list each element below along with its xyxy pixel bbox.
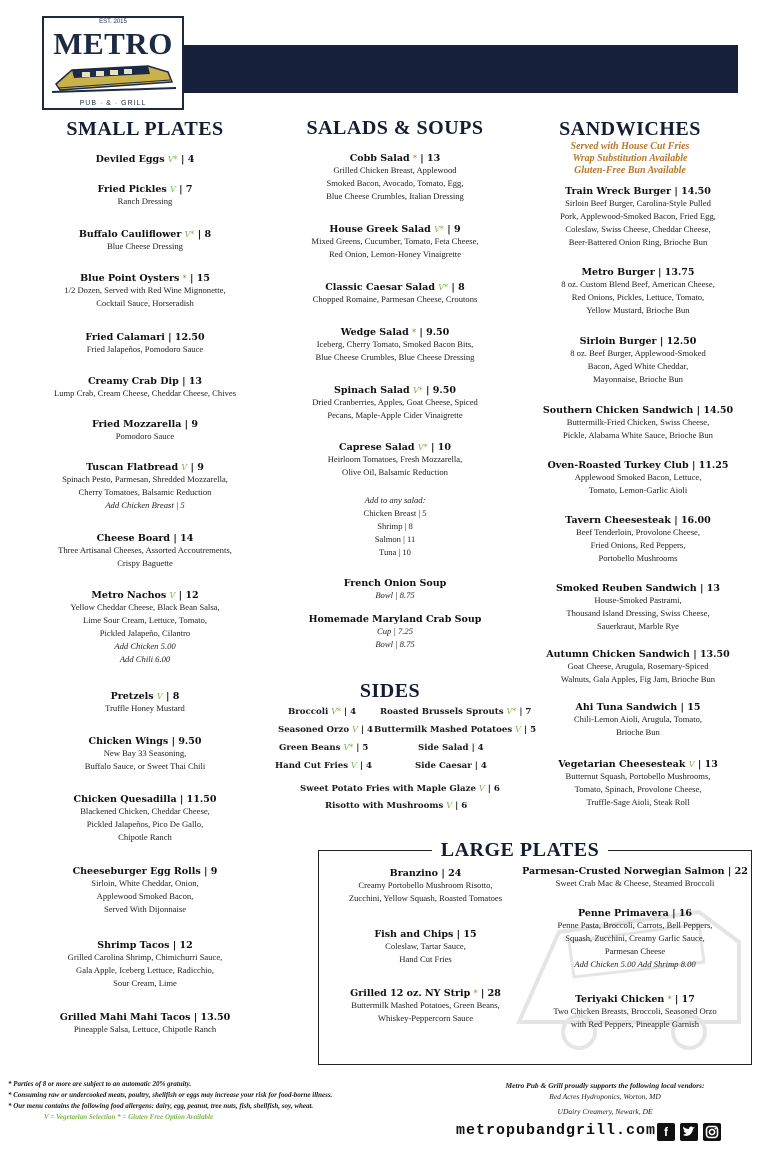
item-price: | 13 [182,376,203,387]
sandwich-note: Served with House Cut Fries [570,141,690,152]
item-description: Beef Tenderloin, Provolone Cheese, [575,527,701,537]
item-name: Teriyaki Chicken [575,994,665,1005]
item-heading [20,462,270,473]
item-description: with Red Peppers, Pineapple Garnish [570,1019,700,1029]
item-price: | 13.75 [658,267,695,278]
small-plate-item [20,590,270,666]
side-price: | 4 [474,761,487,771]
item-description: Brioche Bun [616,727,660,737]
item-description: Chili-Lemon Aioli, Arugula, Tomato, [573,714,703,724]
small-plate-item [20,866,270,916]
footnote: * Parties of 8 or more are subject to an automatic 20% gratuity. [8,1080,192,1088]
item-description: Pecans, Maple-Apple Cider Vinaigrette [327,410,463,420]
salad-addon: Tuna | 10 [379,547,411,557]
item-description: Three Artisanal Cheeses, Assorted Accoutrements, [58,545,232,555]
sandwiches-title: SANDWICHES [559,118,701,140]
item-price: | 7 [179,184,193,195]
item-price: | 10 [430,442,451,453]
item-description: 1/2 Dozen, Served with Red Wine Mignonette, [64,285,226,295]
dietary-mark: V [688,760,695,769]
item-description: Pickle, Alabama White Sauce, Brioche Bun [563,430,713,440]
dietary-mark: V [181,463,188,472]
side-name: Hand Cut Fries [275,761,349,771]
item-description: Lump Crab, Cream Cheese, Cheddar Cheese, Chives [53,388,237,398]
item-heading [318,988,533,999]
item-description: 8 oz. Beef Burger, Applewood-Smoked [570,348,706,358]
item-description: Bacon, Aged White Cheddar, [587,361,689,371]
dietary-mark: V [478,784,485,793]
item-description: Applewood Smoked Bacon, Lettuce, [574,472,702,482]
side-price: | 4 [360,725,374,735]
dietary-mark: V [515,725,521,734]
item-heading [20,229,270,240]
dietary-mark: * [412,154,417,163]
item-description: Pomodoro Sauce [115,431,175,441]
small-plates-title: SMALL PLATES [66,118,224,140]
item-heading [520,866,750,877]
item-price: | 22 [727,866,748,877]
item-description: Red Onion, Lemon-Honey Vinaigrette [328,249,462,259]
website-link[interactable]: metropubandgrill.com [456,1122,657,1139]
item-price: | 17 [674,994,695,1005]
side-name: Sweet Potato Fries with Maple Glaze [300,784,476,794]
footnote: * Consuming raw or undercooked meats, poultry, shellfish or eggs may increase your risk for food-borne illness. [8,1091,333,1099]
item-name: Blue Point Oysters [80,273,180,284]
small-plate-item [20,376,270,400]
large-plate-item [318,929,533,966]
item-description: 8 oz. Custom Blend Beef, American Cheese, [561,279,715,289]
item-description: Buttermilk Mashed Potatoes, Green Beans, [351,1000,500,1010]
small-plate-item [20,462,270,512]
sides-title: SIDES [359,680,421,702]
item-description: Cherry Tomatoes, Balsamic Reduction [78,487,212,497]
salad-addon: Salmon | 11 [374,534,416,544]
side-name: Buttermilk Mashed Potatoes [374,725,513,735]
item-description: Spinach Pesto, Parmesan, Shredded Mozzarella, [62,474,228,484]
item-description: Dried Cranberries, Apples, Goat Cheese, Spiced [312,397,478,407]
small-plate-item [20,736,270,773]
item-description: Chopped Romaine, Parmesan Cheese, Croutons [312,294,478,304]
dietary-mark: V [446,801,453,810]
item-price: | 13.50 [193,1012,231,1023]
large-plate-item [520,994,750,1031]
item-description: Sauerkraut, Marble Rye [597,621,679,631]
item-heading [318,868,533,879]
item-name: Vegetarian Cheesesteak [558,759,686,770]
dietary-mark: * [182,274,187,283]
side-price: | 5 [523,725,537,735]
item-name: House Greek Salad [329,224,431,235]
dietary-mark: V* [506,707,517,716]
item-name: Parmesan-Crusted Norwegian Salmon [522,866,725,877]
facebook-icon[interactable]: f [657,1123,675,1141]
dietary-mark: V [170,185,176,194]
item-name: Train Wreck Burger [565,186,672,197]
item-description: Zucchini, Yellow Squash, Roasted Tomatoes [348,893,503,903]
item-description: Grilled Chicken Breast, Applewood [333,165,457,175]
item-description: Truffle Honey Mustard [105,703,185,713]
item-description: Pickled Jalapeño, Cilantro [99,628,191,638]
soup-price: Bowl | 8.75 [375,639,415,649]
item-price: | 12.50 [168,332,205,343]
footnote-legend: V = Vegetarian Selection * = Gluten Free Option Available [44,1113,214,1121]
item-price: | 28 [480,988,501,999]
item-price: | 16 [672,908,693,919]
item-description: Parmesan Cheese [604,946,666,956]
item-name: Autumn Chicken Sandwich [546,649,690,660]
dietary-mark: V* [184,230,195,239]
item-description: Hand Cut Fries [399,954,452,964]
item-description: Blue Cheese Dressing [107,241,183,251]
side-price: | 4 [359,761,372,771]
item-name: Classic Caesar Salad [325,282,435,293]
salad-addon: Chicken Breast | 5 [363,508,427,518]
item-description: Coleslaw, Tartar Sauce, [385,941,466,951]
item-description: Sweet Crab Mac & Cheese, Steamed Broccoli [555,878,715,888]
item-description: Crispy Baguette [117,558,173,568]
item-heading [20,940,270,951]
dietary-mark: V [351,761,357,770]
small-plate-item [20,940,270,990]
item-price: | 13 [697,759,718,770]
item-description: Chipotle Ranch [118,832,172,842]
large-plate-item [520,866,750,890]
item-heading [20,184,270,195]
item-price: | 16.00 [674,515,711,526]
item-price: | 15 [456,929,477,940]
item-name: Caprese Salad [339,442,415,453]
item-description: Mayonnaise, Brioche Bun [593,374,683,384]
item-name: Tuscan Flatbread [86,462,179,473]
side-price: | 6 [455,801,468,811]
item-name: Wedge Salad [340,327,409,338]
item-description: Thousand Island Dressing, Swiss Cheese, [566,608,710,618]
item-price: | 9.50 [426,385,456,396]
side-name: Roasted Brussels Sprouts [380,707,504,717]
soup-price: Cup | 7.25 [376,626,414,636]
item-name: Deviled Eggs [95,154,165,165]
item-heading [20,273,270,284]
item-heading [20,866,270,877]
item-description: Blackened Chicken, Cheddar Cheese, [80,806,210,816]
item-price: | 12 [178,590,199,601]
item-description: Pineapple Salsa, Lettuce, Chipotle Ranch [73,1024,217,1034]
item-heading [20,376,270,387]
item-price: | 14 [173,533,194,544]
item-addon: Add Chicken 5.00 [114,641,176,651]
item-description: Lime Sour Cream, Lettuce, Tomato, [82,615,208,625]
item-price: | 11.50 [179,794,217,805]
item-price: | 8 [166,691,180,702]
dietary-mark: V* [343,743,354,752]
salad-addons-title: Add to any salad: [364,495,426,505]
item-name: Cheese Board [96,533,171,544]
instagram-icon[interactable] [703,1123,721,1141]
small-plate-item [20,184,270,208]
vendors-heading: Metro Pub & Grill proudly supports the following local vendors: [505,1081,705,1090]
dietary-mark: V* [438,283,449,292]
item-description: Buttermilk-Fried Chicken, Swiss Cheese, [566,417,710,427]
item-description: Pork, Applewood-Smoked Bacon, Fried Egg, [560,211,716,221]
item-name: Creamy Crab Dip [87,376,179,387]
dietary-mark: V* [434,225,444,234]
item-name: Branzino [389,868,439,879]
item-price: | 9 [204,866,218,877]
item-name: Shrimp Tacos [97,940,170,951]
large-plate-item [318,868,533,905]
item-name: Ahi Tuna Sandwich [575,702,678,713]
item-addon: Add Chili 6.00 [119,654,171,664]
item-description: Ranch Dressing [117,196,173,206]
item-description: Butternut Squash, Portobello Mushrooms, [565,771,711,781]
item-addon: Add Chicken Breast | 5 [105,500,185,510]
side-name: Side Caesar [415,761,472,771]
side-name: Seasoned Orzo [278,725,350,735]
salads-soups-title: SALADS & SOUPS [306,117,484,139]
item-price: | 12.50 [659,336,697,347]
item-description: Portobello Mushrooms [598,553,678,563]
item-description: House-Smoked Pastrami, [594,595,682,605]
small-plate-item [20,154,270,165]
item-description: Iceberg, Cherry Tomato, Smoked Bacon Bits, [316,339,474,349]
item-price: | 9 [184,419,199,430]
item-price: | 12 [172,940,193,951]
item-description: Goat Cheese, Arugula, Rosemary-Spiced [567,661,709,671]
small-plate-item [20,229,270,253]
item-description: Yellow Cheddar Cheese, Black Bean Salsa, [70,602,220,612]
side-name: Risotto with Mushrooms [325,801,444,811]
sandwich-note: Gluten-Free Bun Available [574,165,686,176]
dietary-mark: V* [331,707,342,716]
dietary-mark: * [412,328,417,337]
item-description: Red Onions, Pickles, Lettuce, Tomato, [571,292,705,302]
side-price: | 5 [356,743,369,753]
item-name: Pretzels [110,691,154,702]
item-description: Buffalo Sauce, or Sweet Thai Chili [84,761,206,771]
logo-subtitle: PUB · & · GRILL [79,100,147,107]
item-price: | 15 [189,273,210,284]
item-description: Penne Pasta, Broccoli, Carrots, Bell Peppers, [557,920,713,930]
soup-name: French Onion Soup [343,578,447,589]
large-plates-left [318,0,533,1152]
footnotes [8,1079,332,1123]
item-description: New Bay 33 Seasoning, [103,748,187,758]
item-description: Walnuts, Gala Apples, Fig Jam, Brioche Bun [560,674,716,684]
item-description: Squash, Zucchini, Creamy Garlic Sauce, [565,933,705,943]
large-plate-item [318,988,533,1025]
item-description: Olive Oil, Balsamic Reduction [342,467,448,477]
item-description: Sirloin Beef Burger, Carolina-Style Pulled [565,198,711,208]
item-description: Gala Apple, Iceberg Lettuce, Radicchio, [76,965,214,975]
item-description: Applewood Smoked Bacon, [96,891,194,901]
item-heading [520,994,750,1005]
small-plates-column [20,0,270,1152]
small-plate-item [20,332,270,356]
item-name: Smoked Reuben Sandwich [556,583,697,594]
item-heading [20,736,270,747]
item-price: | 8 [451,282,465,293]
vendor-line: Red Acres Hydroponics, Worton, MD [549,1092,661,1101]
small-plate-item [20,273,270,310]
item-heading [20,1012,270,1023]
item-price: | 8 [197,229,212,240]
twitter-icon[interactable] [680,1123,698,1141]
sandwich-note: Wrap Substitution Available [572,153,688,164]
soup-price: Bowl | 8.75 [375,590,415,600]
item-description: Coleslaw, Swiss Cheese, Cheddar Cheese, [565,224,711,234]
item-name: Oven-Roasted Turkey Club [547,460,689,471]
dietary-mark: V [169,591,176,600]
item-description: Smoked Bacon, Avocado, Tomato, Egg, [326,178,464,188]
side-price: | 4 [344,707,357,717]
item-description: Fried Onions, Red Peppers, [590,540,686,550]
item-price: | 24 [441,868,462,879]
item-price: | 9 [190,462,204,473]
item-heading [20,794,270,805]
item-name: Chicken Wings [88,736,169,747]
item-description: Blue Cheese Crumbles, Italian Dressing [326,191,464,201]
dietary-mark: V [352,725,358,734]
dietary-mark: V* [412,386,423,395]
item-heading [20,154,270,165]
large-plates-right [520,0,750,1152]
logo-established: EST. 2015 [99,19,127,25]
item-description: Beer-Battered Onion Ring, Brioche Bun [568,237,708,247]
salad-addon: Shrimp | 8 [377,521,413,531]
item-name: Tavern Cheesesteak [565,515,671,526]
item-name: Fried Calamari [85,332,165,343]
item-name: Penne Primavera [577,908,669,919]
small-plate-item [20,1012,270,1036]
item-addon: Add Chicken 5.00 Add Shrimp 8.00 [574,959,696,969]
large-plates-title: LARGE PLATES [440,839,600,861]
item-description: Creamy Portobello Mushroom Risotto, [358,880,493,890]
item-description: Sour Cream, Lime [113,978,177,988]
item-name: Chicken Quesadilla [73,794,177,805]
item-name: Metro Burger [581,267,655,278]
dietary-mark: V [156,692,163,701]
item-price: | 14.50 [674,186,711,197]
item-name: Grilled Mahi Mahi Tacos [59,1012,191,1023]
item-price: | 13.50 [693,649,730,660]
item-price: | 11.25 [691,460,729,471]
item-description: Fried Jalapeños, Pomodoro Sauce [86,344,204,354]
soup-name: Homemade Maryland Crab Soup [308,614,482,625]
item-description: Tomato, Spinach, Provolone Cheese, [574,784,702,794]
side-name: Green Beans [279,743,341,753]
item-name: Metro Nachos [91,590,167,601]
item-description: Served With Dijonnaise [103,904,187,914]
item-description: Pickled Jalapeños, Pico De Gallo, [86,819,204,829]
item-price: | 13 [699,583,720,594]
item-description: Cocktail Sauce, Horseradish [96,298,194,308]
item-description: Mixed Greens, Cucumber, Tomato, Feta Cheese, [311,236,479,246]
item-name: Sirloin Burger [579,336,657,347]
item-name: Cobb Salad [349,153,410,164]
item-heading [20,332,270,343]
side-price: | 4 [471,743,484,753]
item-heading [20,533,270,544]
item-price: | 9.50 [171,736,202,747]
item-heading [20,590,270,601]
dietary-mark: * [473,989,478,998]
item-price: | 9.50 [419,327,450,338]
item-price: | 4 [180,154,195,165]
item-name: Grilled 12 oz. NY Strip [350,988,471,999]
side-price: | 6 [487,784,500,794]
item-name: Spinach Salad [334,385,410,396]
item-heading [20,691,270,702]
logo-brand: METRO [53,26,173,61]
item-heading [318,929,533,940]
item-description: Grilled Carolina Shrimp, Chimichurri Sauce, [67,952,223,962]
side-price: | 7 [519,707,532,717]
item-price: | 15 [680,702,701,713]
item-description: Heirloom Tomatoes, Fresh Mozzarella, [327,454,463,464]
item-name: Fish and Chips [374,929,454,940]
item-name: Fried Mozzarella [91,419,182,430]
small-plate-item [20,533,270,570]
footnote: * Our menu contains the following food allergens: dairy, egg, peanut, tree nuts, fish, shellfish, soy, wheat. [8,1102,314,1110]
local-vendors [470,1080,740,1117]
small-plate-item [20,691,270,715]
item-description: Yellow Mustard, Brioche Bun [586,305,690,315]
side-name: Side Salad [418,743,469,753]
large-plate-item [520,908,750,971]
dietary-mark: * [667,995,672,1004]
item-description: Sirloin, White Cheddar, Onion, [91,878,199,888]
dietary-mark: V* [167,155,178,164]
item-name: Buffalo Cauliflower [78,229,182,240]
item-description: Two Chicken Breasts, Broccoli, Seasoned Orzo [553,1006,717,1016]
dietary-mark: V* [417,443,428,452]
item-price: | 13 [420,153,441,164]
item-description: Truffle-Sage Aioli, Steak Roll [586,797,690,807]
item-price: | 9 [447,224,461,235]
item-description: Blue Cheese Crumbles, Blue Cheese Dressing [315,352,475,362]
item-heading [520,908,750,919]
item-name: Fried Pickles [97,184,167,195]
small-plate-item [20,419,270,443]
item-name: Cheeseburger Egg Rolls [72,866,201,877]
item-price: | 14.50 [696,405,734,416]
vendor-line: UDairy Creamery, Newark, DE [557,1107,653,1116]
item-name: Southern Chicken Sandwich [542,405,694,416]
item-description: Tomato, Lemon-Garlic Aioli [588,485,688,495]
item-heading [20,419,270,430]
item-description: Whiskey-Peppercorn Sauce [377,1013,474,1023]
small-plate-item [20,794,270,844]
side-name: Broccoli [288,707,329,717]
